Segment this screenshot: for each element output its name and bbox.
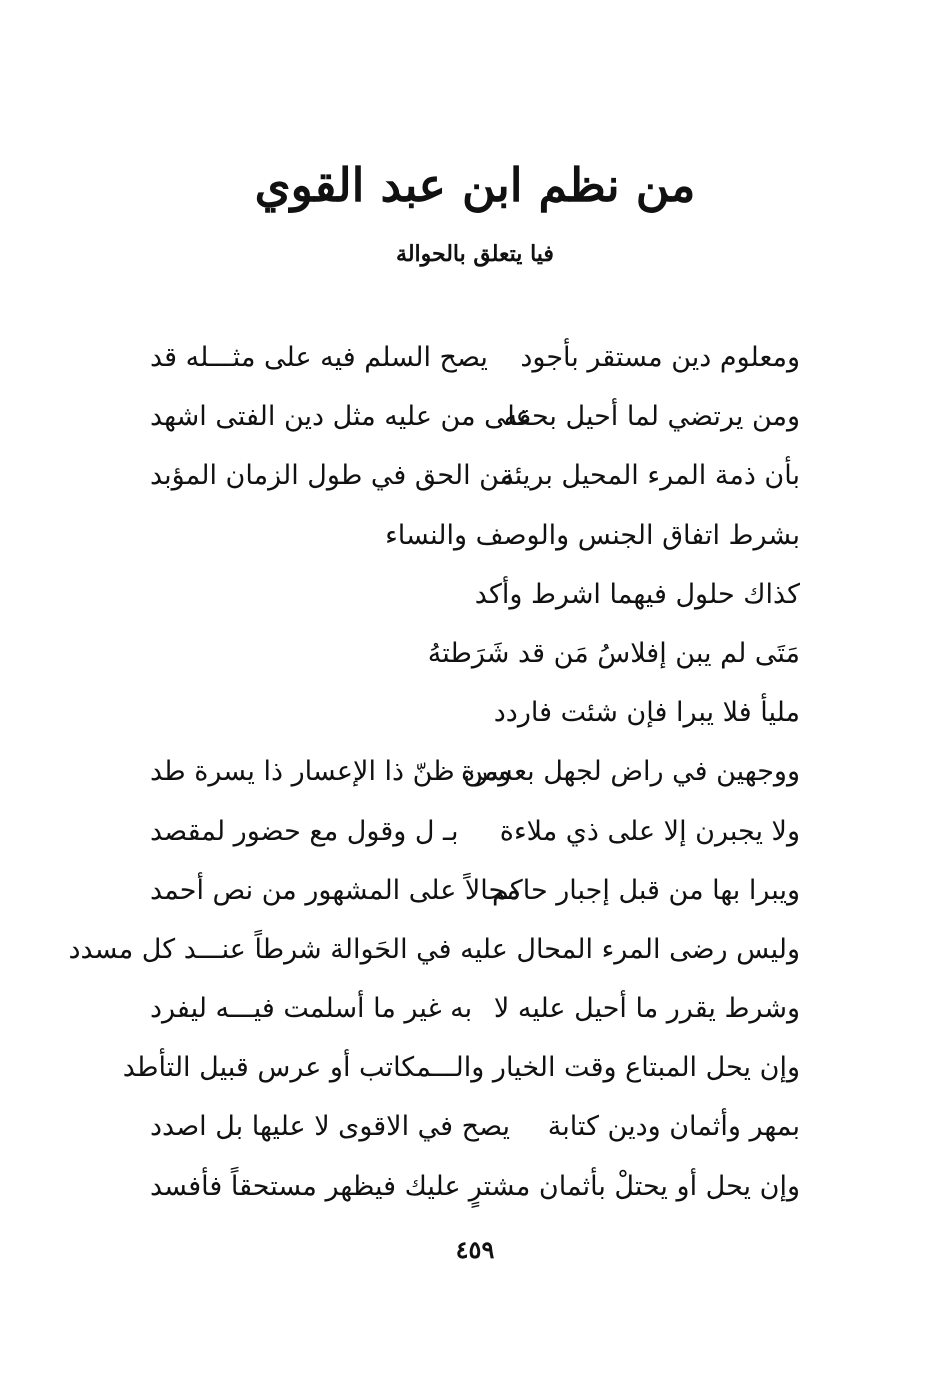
verse-second-hemistich: على من عليه مثل دين الفتى اشهد xyxy=(150,401,532,433)
verse-line xyxy=(150,984,800,1043)
verse-second-hemistich: بـ ل وقول مع حضور لمقصد xyxy=(150,815,459,847)
verse-second-hemistich: من الحق في طول الزمان المؤبد xyxy=(150,460,515,492)
verse-full-line: كذاك حلول فيهما اشرط وأكد xyxy=(474,578,800,610)
page-number: ٤٥٩ xyxy=(455,1235,495,1264)
verse-second-hemistich: ومن ظنّ ذا الإعسار ذا يسرة طد xyxy=(150,756,512,788)
page-title: من نظم ابن عبد القوي xyxy=(254,158,696,212)
verse-line xyxy=(150,570,800,629)
verse-line xyxy=(150,688,800,747)
verse-second-hemistich: عليك فيظهر مستحقاً فأفسد xyxy=(150,1170,461,1202)
verse-line xyxy=(150,392,800,451)
verse-second-hemistich: يصح السلم فيه على مثـــله قد xyxy=(150,342,488,373)
verse-first-hemistich: ولا يجبرن إلا على ذي ملاءة xyxy=(499,815,800,847)
verse-full-line: مليأ فلا يبرا فإن شئت فاردد xyxy=(493,697,800,729)
verse-line xyxy=(150,629,800,688)
verse-line xyxy=(150,747,800,806)
verse-full-line: مَتَى لم يبن إفلاسُ مَن قد شَرَطتهُ xyxy=(427,637,800,669)
page-subtitle: فيا يتعلق بالحوالة xyxy=(396,241,554,267)
verse-first-hemistich: بأن ذمة المرء المحيل بريئة xyxy=(500,460,800,492)
verse-second-hemistich: محالاً على المشهور من نص أحمد xyxy=(150,874,521,906)
verse-first-hemistich: وشرط يقرر ما أحيل عليه لا xyxy=(493,993,800,1025)
verse-line xyxy=(150,451,800,510)
verse-full-line: بشرط اتفاق الجنس والوصف والنساء xyxy=(385,519,800,551)
verse-line xyxy=(150,807,800,866)
verse-full-line: وإن يحل المبتاع وقت الخيار والـــمكاتب أو عرس قبيل التأطد xyxy=(122,1052,800,1084)
verse-full-line: وليس رضى المرء المحال عليه في الحَوالة شرطاً عنـــد كل مسدد xyxy=(68,933,800,965)
verse-line xyxy=(150,866,800,925)
verse-line xyxy=(150,333,800,392)
verse-first-hemistich: بمهر وأثمان ودين كتابة xyxy=(547,1111,800,1143)
verse-line xyxy=(150,511,800,570)
verse-line xyxy=(68,925,800,984)
verse-first-hemistich: ومن يرتضي لما أحيل بحقه xyxy=(503,401,800,433)
verse-line xyxy=(150,1102,800,1161)
verse-line xyxy=(122,1043,800,1102)
verse-second-hemistich: به غير ما أسلمت فيـــه ليفرد xyxy=(150,993,473,1025)
verse-line xyxy=(150,1162,800,1221)
verse-first-hemistich: ويبرا بها من قبل إجبار حاكم xyxy=(491,874,800,906)
verse-second-hemistich: يصح في الاقوى لا عليها بل اصدد xyxy=(150,1111,511,1143)
verse-first-hemistich: ووجهين في راض لجهل بعسرة xyxy=(460,756,800,788)
verse-first-hemistich: ومعلوم دين مستقر بأجود xyxy=(520,342,800,373)
verse-first-hemistich: وإن يحل أو يحتلْ بأثمان مشترٍ xyxy=(468,1170,800,1202)
verses-block xyxy=(68,333,800,1221)
